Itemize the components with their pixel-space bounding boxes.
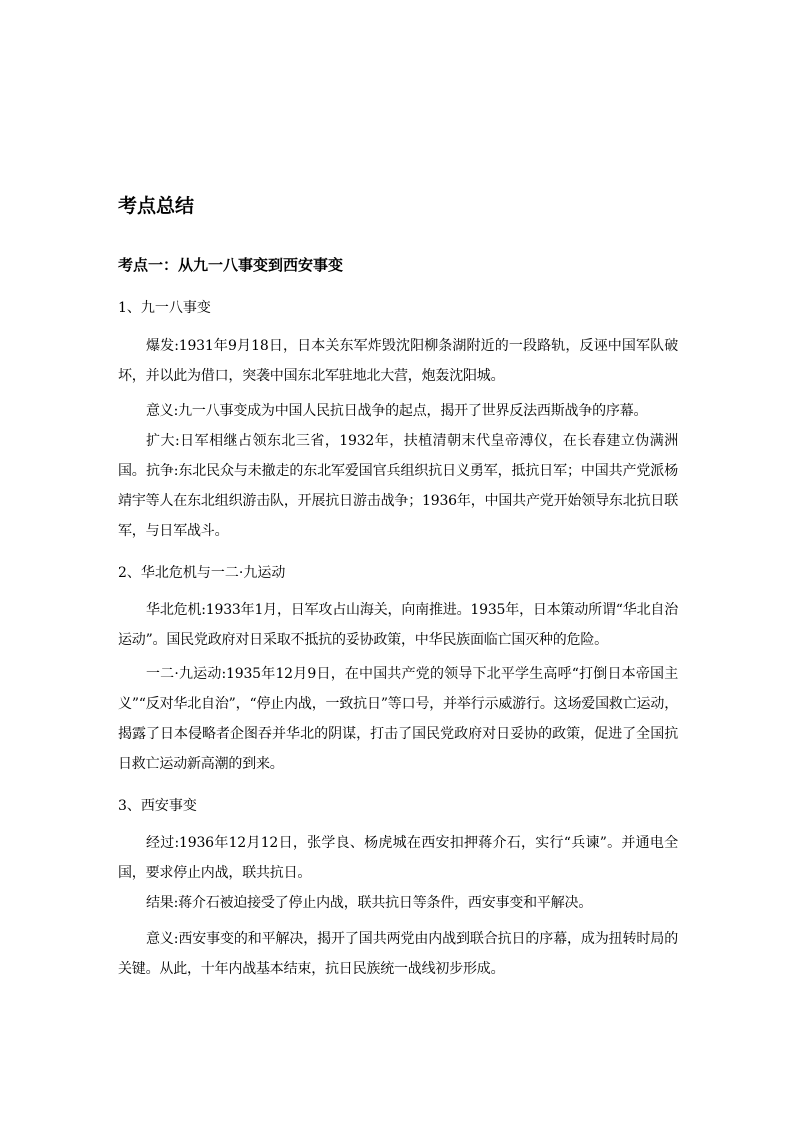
paragraph-918-outbreak: 爆发:1931年9月18日，日本关东军炸毁沈阳柳条湖附近的一段路轨，反诬中国军队破坏，并以此为借口，突袭中国东北军驻地北大营，炮轰沈阳城。 [118, 338, 678, 384]
subsection-heading-north-china-crisis: 2、华北危机与一二·九运动 [118, 565, 286, 581]
paragraph-xian-significance: 意义:西安事变的和平解决，揭开了国共两党由内战到联合抗日的序幕，成为扭转时局的关键。从此，十年内战基本结束，抗日民族统一战线初步形成。 [118, 931, 678, 977]
subsection-heading-918-incident: 1、九一八事变 [118, 300, 211, 316]
page-title: 考点总结 [118, 195, 195, 217]
paragraph-918-significance: 意义:九一八事变成为中国人民抗日战争的起点，揭开了世界反法西斯战争的序幕。 [146, 403, 648, 419]
paragraph-918-resistance: 抗争:东北民众与未撤走的东北军爱国官兵组织抗日义勇军，抵抗日军；中国共产党派杨靖宇等人在东北组织游击队，开展抗日游击战争；1936年，中国共产党开始领导东北抗日联军，与日军战斗。 [118, 463, 678, 539]
paragraph-xian-process: 经过:1936年12月12日，张学良、杨虎城在西安扣押蒋介石，实行“兵谏”。并通电全国，要求停止内战，联共抗日。 [118, 835, 678, 881]
paragraph-918-expansion: 扩大:日军相继占领东北三省，1932年，扶植清朝末代皇帝溥仪，在长春建立伪满洲国。 [118, 433, 678, 479]
paragraph-december-9-movement: 一二·九运动:1935年12月9日，在中国共产党的领导下北平学生高呼“打倒日本帝国主义”“反对华北自治”，“停止内战，一致抗日”等口号，并举行示威游行。这场爱国救亡运动，揭露了日本侵略者企图吞并华北的阴谋，打击了国民党政府对日妥协的政策，促进了全国抗日救亡运动新高潮的到来。 [118, 666, 678, 772]
paragraph-north-china-crisis: 华北危机:1933年1月，日军攻占山海关，向南推进。1935年，日本策动所谓“华北自治运动”。国民党政府对日采取不抵抗的妥协政策，中华民族面临亡国灭种的危险。 [118, 602, 678, 648]
section-heading-point1: 考点一：从九一八事变到西安事变 [118, 256, 344, 274]
paragraph-xian-result: 结果:蒋介石被迫接受了停止内战，联共抗日等条件，西安事变和平解决。 [146, 895, 593, 911]
subsection-heading-xian-incident: 3、西安事变 [118, 798, 197, 814]
